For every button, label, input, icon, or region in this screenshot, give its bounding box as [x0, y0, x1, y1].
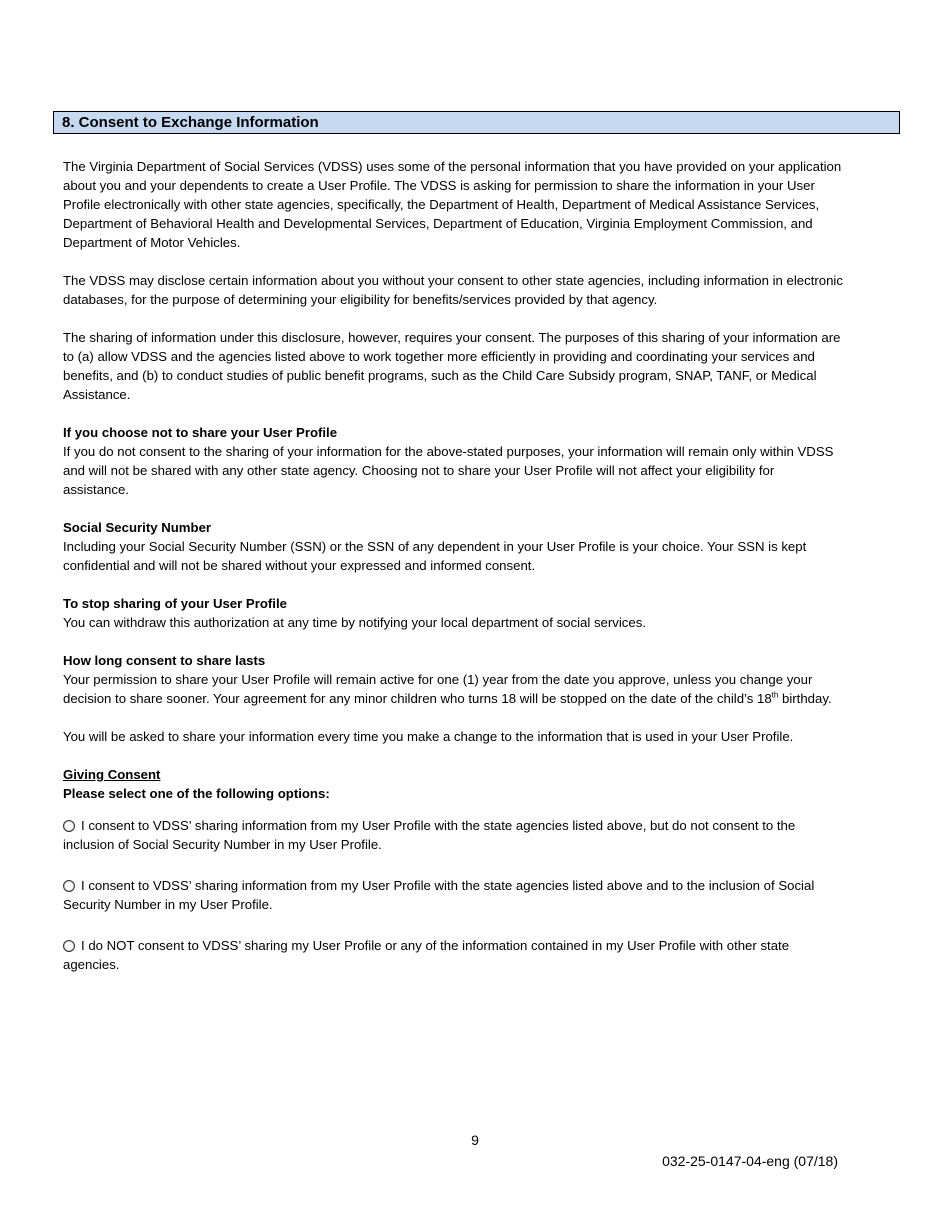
consent-option-label: I consent to VDSS’ sharing information from my User Profile with the state agencies listed above and to the inclusion of Social Security Number in my User Profile.	[63, 878, 815, 912]
document-body	[63, 157, 843, 974]
consent-option-label: I do NOT consent to VDSS’ sharing my User Profile or any of the information contained in my User Profile with other state agencies.	[63, 938, 790, 972]
section-title: 8. Consent to Exchange Information	[53, 111, 900, 134]
duration-body	[63, 670, 843, 708]
ordinal-suffix: th	[771, 690, 779, 700]
not-share-heading: If you choose not to share your User Profile	[63, 425, 338, 440]
not-share-body: If you do not consent to the sharing of your information for the above-stated purposes, your information will remain only within VDSS and will not be shared with any other state agency. Choosing not to share your User Profile will not affect your eligibility for assistance.	[63, 444, 834, 497]
radio-button-icon[interactable]	[63, 820, 75, 832]
duration-text: Your permission to share your User Profile will remain active for one (1) year from the date you approve, unless you change your decision to share sooner. Your agreement for any minor children who turns 18 will be stopped on the date of the child’s 18	[63, 672, 813, 706]
purposes-paragraph: The sharing of information under this disclosure, however, requires your consent. The purposes of this sharing of your information are to (a) allow VDSS and the agencies listed above to work together more efficiently in providing and coordinating your services and benefits, and (b) to conduct studies of public benefit programs, such as the Child Care Subsidy program, SNAP, TANF, or Medical Assistance.	[63, 330, 841, 402]
stop-sharing-heading: To stop sharing of your User Profile	[63, 596, 287, 611]
form-id: 032-25-0147-04-eng (07/18)	[662, 1153, 838, 1169]
consent-option-2[interactable]	[63, 876, 843, 914]
radio-button-icon[interactable]	[63, 940, 75, 952]
ssn-heading: Social Security Number	[63, 520, 212, 535]
consent-instruction: Please select one of the following options:	[63, 786, 330, 801]
reask-paragraph: You will be asked to share your information every time you make a change to the information that is used in your User Profile.	[63, 729, 794, 744]
intro-paragraph: The Virginia Department of Social Services (VDSS) uses some of the personal information that you have provided on your application about you and your dependents to create a User Profile. The VDSS is asking for permission to share the information in your User Profile electronically with other state agencies, specifically, the Department of Health, Department of Medical Assistance Services, Department of Behavioral Health and Developmental Services, Department of Education, Virginia Employment Commission, and Department of Motor Vehicles.	[63, 159, 842, 250]
page-number: 9	[471, 1132, 479, 1148]
disclose-paragraph: The VDSS may disclose certain information about you without your consent to other state agencies, including information in electronic databases, for the purpose of determining your eligibility for benefits/services provided by that agency.	[63, 273, 843, 307]
consent-option-1[interactable]	[63, 816, 843, 854]
stop-sharing-body: You can withdraw this authorization at any time by notifying your local department of social services.	[63, 615, 646, 630]
duration-heading: How long consent to share lasts	[63, 653, 266, 668]
duration-text-end: birthday.	[778, 691, 832, 706]
consent-option-3[interactable]	[63, 936, 843, 974]
consent-option-label: I consent to VDSS’ sharing information from my User Profile with the state agencies listed above, but do not consent to the inclusion of Social Security Number in my User Profile.	[63, 818, 796, 852]
ssn-body: Including your Social Security Number (SSN) or the SSN of any dependent in your User Profile is your choice. Your SSN is kept confidential and will not be shared without your expressed and informed consent.	[63, 539, 807, 573]
giving-consent-heading: Giving Consent	[63, 767, 161, 782]
radio-button-icon[interactable]	[63, 880, 75, 892]
